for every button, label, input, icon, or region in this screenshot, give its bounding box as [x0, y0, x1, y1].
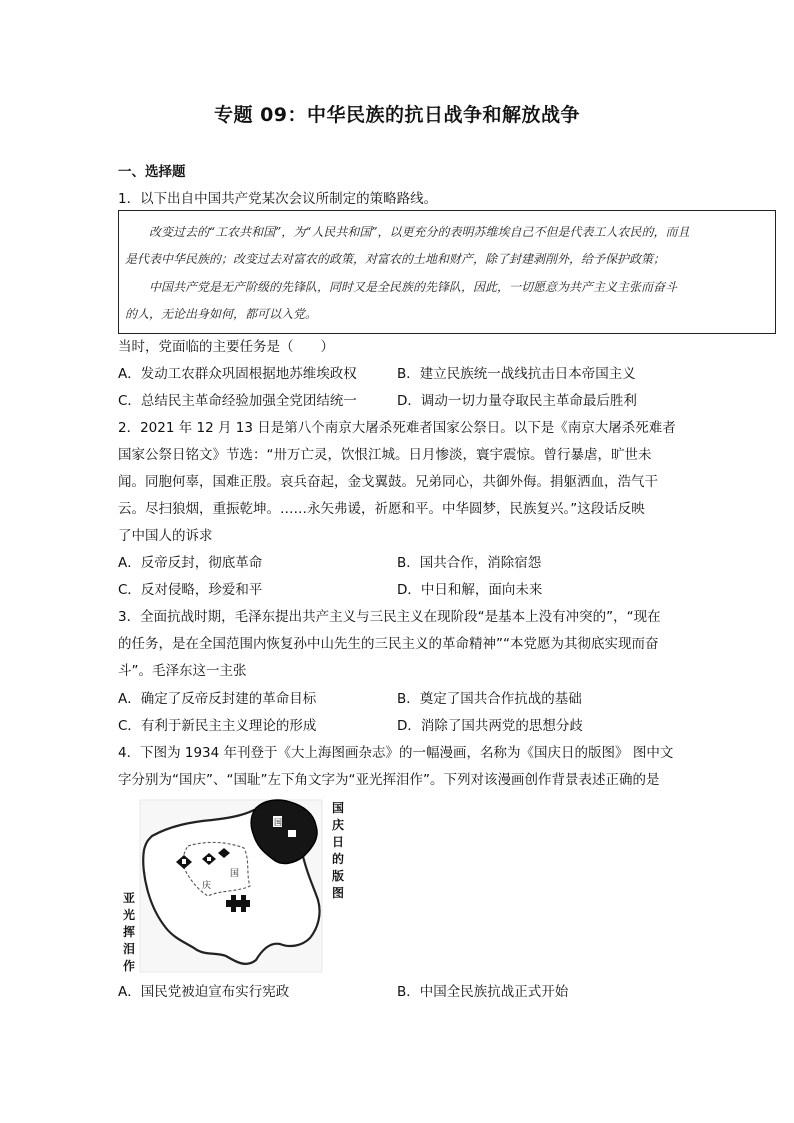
q3-option-a[interactable]: A．确定了反帝反封建的革命目标	[118, 691, 317, 707]
q2-line-4: 云。尽扫狼烟，重振乾坤。……永矢弗谖，祈愿和平。中华圆梦，民族复兴。”这段话反映	[118, 501, 645, 517]
page-title: 专题 09：中华民族的抗日战争和解放战争	[213, 104, 581, 126]
svg-text:国: 国	[230, 869, 240, 879]
svg-text:国: 国	[274, 818, 282, 827]
q3-line-3: 斗”。毛泽东这一主张	[118, 663, 247, 679]
q1-quote-line-3: 中国共产党是无产阶级的先锋队，同时又是全民族的先锋队，因此，一切愿意为共产主义主张而奋斗	[149, 280, 678, 294]
q3-option-b[interactable]: B．奠定了国共合作抗战的基础	[397, 691, 582, 707]
q4-option-b[interactable]: B．中国全民族抗战正式开始	[397, 984, 569, 1000]
q3-line-1: 3．全面抗战时期，毛泽东提出共产主义与三民主义在现阶段“是基本上没有冲突的”，“现在	[118, 609, 661, 625]
svg-text:庆: 庆	[202, 881, 212, 891]
q4-line-2: 字分别为“国庆”、“国耻”左下角文字为“亚光挥泪作”。下列对该漫画创作背景表述正确的是	[118, 772, 660, 788]
q2-option-b[interactable]: B．国共合作，消除宿怨	[397, 555, 542, 571]
q3-option-d[interactable]: D．消除了国共两党的思想分歧	[397, 718, 583, 734]
q3-option-c[interactable]: C．有利于新民主主义理论的形成	[118, 718, 317, 734]
section-heading: 一、选择题	[118, 164, 186, 180]
q1-quote-line-2: 是代表中华民族的；改变过去对富农的政策，对富农的土地和财产，除了封建剥削外，给予保护政策；	[125, 252, 666, 266]
q2-line-5: 了中国人的诉求	[118, 528, 213, 544]
q1-option-d[interactable]: D．调动一切力量夺取民主革命最后胜利	[397, 393, 637, 409]
cartoon-map-figure	[118, 796, 358, 976]
q1-quote-box	[118, 210, 776, 334]
q1-quote-line-1: 改变过去的“工农共和国”，为“人民共和国”，以更充分的表明苏维埃自己不但是代表工人农民的，而且	[149, 225, 690, 239]
china-map-cartoon	[118, 796, 358, 976]
q2-line-1: 2．2021 年 12 月 13 日是第八个南京大屠杀死难者国家公祭日。以下是《南京大屠杀死难者	[118, 420, 676, 436]
q2-option-c[interactable]: C．反对侵略，珍爱和平	[118, 582, 263, 598]
q2-line-3: 闻。同胞何辜，国难正殷。哀兵奋起，金戈翼鼓。兄弟同心，共御外侮。捐躯洒血，浩气干	[118, 474, 658, 490]
q1-stem: 1．以下出自中国共产党某次会议所制定的策略路线。	[118, 191, 438, 207]
map-right-caption: 国庆日的版图	[331, 801, 344, 900]
q1-option-b[interactable]: B．建立民族统一战线抗击日本帝国主义	[397, 366, 636, 382]
q4-option-a[interactable]: A．国民党被迫宣布实行宪政	[118, 984, 290, 1000]
q1-question: 当时，党面临的主要任务是（ ）	[118, 339, 334, 355]
q2-option-a[interactable]: A．反帝反封，彻底革命	[118, 555, 263, 571]
q1-option-c[interactable]: C．总结民主革命经验加强全党团结统一	[118, 393, 357, 409]
q4-line-1: 4．下图为 1934 年刊登于《大上海图画杂志》的一幅漫画，名称为《国庆日的版图》 图中文	[118, 745, 674, 761]
q2-option-d[interactable]: D．中日和解，面向未来	[397, 582, 543, 598]
map-left-caption: 亚光挥泪作	[122, 891, 135, 973]
q1-option-a[interactable]: A．发动工农群众巩固根据地苏维埃政权	[118, 366, 357, 382]
q1-quote-line-4: 的人，无论出身如何，都可以入党。	[125, 307, 318, 321]
q2-line-2: 国家公祭日铭文》节选：“卅万亡灵，饮恨江城。日月惨淡，寰宇震惊。曾行暴虐，旷世未	[118, 447, 652, 463]
q3-line-2: 的任务，是在全国范围内恢复孙中山先生的三民主义的革命精神”“本党愿为其彻底实现而奋	[118, 636, 659, 652]
